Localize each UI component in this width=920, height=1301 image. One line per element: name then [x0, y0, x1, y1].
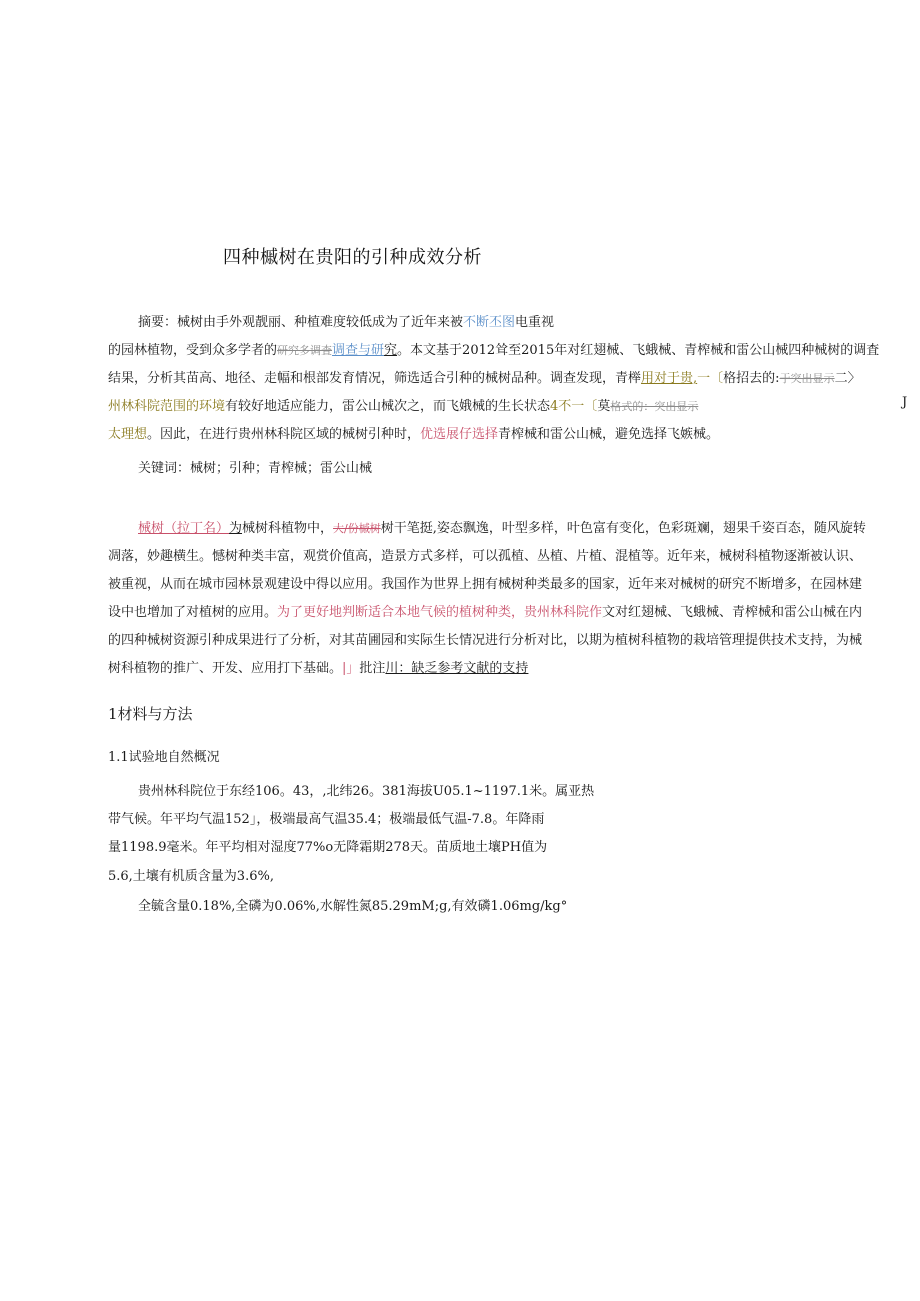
- comment-marker: 一〔: [697, 371, 724, 386]
- tracked-insertion: 为了更好地判断适合本地气候的植树种类，贵州林科院作: [277, 605, 603, 620]
- site-line-4: 5.6,土壤有机质含量为3.6%,: [108, 869, 274, 884]
- tracked-insertion: 用对于贵,: [641, 371, 698, 386]
- comment-text[interactable]: 川：缺乏参考文献的支持: [385, 661, 529, 676]
- abstract-text: 结果，分析其苗高、地径、走幅和根部发育情况，筛选适合引种的械树品种。调查发现，青榉: [108, 371, 642, 386]
- intro-line-3: 被重视，从而在城市园林景观建设中得以应用。我国作为世界上拥有械树种类最多的国家，近年来对械树的研究不断增多，在园林建: [108, 577, 863, 592]
- intro-text: 文对红翅械、飞蛾械、青榨械和雷公山械在内: [602, 605, 863, 620]
- intro-line-1: [138, 517, 866, 536]
- tracked-insertion: 不断丕图: [463, 315, 516, 330]
- format-note: 莫: [597, 399, 611, 414]
- abstract-text: 电重视: [515, 315, 555, 330]
- abstract-text: 。因此，在进行贵州林科院区域的械树引种时，: [147, 427, 421, 442]
- abstract-text: 究: [384, 343, 398, 358]
- tracked-insertion: 优选展仔选择: [420, 427, 499, 442]
- section-heading-1-1: 1.1试验地自然概况: [108, 750, 220, 765]
- comment-label: 批注: [359, 661, 386, 676]
- intro-line-4: [108, 601, 862, 620]
- tracked-insertion: 州林科院范围的环境: [108, 399, 226, 414]
- format-note: J: [902, 395, 908, 410]
- site-line-3: 量1198.9毫米。年平均相对湿度77%o无降霜期278天。苗质地土壤PH值为: [108, 840, 548, 855]
- tracked-insertion: 调查与研: [332, 343, 385, 358]
- abstract-line-1: [138, 311, 554, 330]
- abstract-text: 。本文基于2012耸至2015年对红翅械、飞蛾械、青榨械和雷公山械四种械树的调査: [397, 343, 880, 358]
- page-title: 四种槭树在贵阳的引种成效分析: [223, 247, 482, 268]
- abstract-line-4-end: [902, 395, 907, 410]
- intro-line-5: 的四种械树资源引种成果进行了分析，对其苗圃园和实际生长情况进行分析对比，以期为植树科植物的栽培管理提供技术支持，为械: [108, 633, 863, 648]
- abstract-line-4: [108, 395, 698, 414]
- comment-marker: 4不一〔: [550, 399, 598, 414]
- abstract-text: 青榨械和雷公山械，避免选择飞嫉械。: [498, 427, 720, 442]
- intro-line-2: 凋落，妙趣横生。憾树种类丰富，观赏价值高，造景方式多样，可以孤植、丛植、片植、混植等。近年来，械树科植物逐渐被认识、: [108, 549, 863, 564]
- tracked-deletion: 研究多调査: [277, 344, 333, 357]
- tracked-deletion: 格式的：突出显示: [610, 400, 699, 413]
- section-heading-1: 1材料与方法: [108, 705, 193, 723]
- site-line-2: 带气候。年平均气温152」，极端最高气温35.4；极端最低气温-7.8。年降雨: [108, 812, 545, 827]
- intro-text: 设中也增加了对植树的应用。: [108, 605, 278, 620]
- intro-text: 为: [229, 521, 243, 536]
- abstract-line-2: [108, 339, 879, 358]
- abstract-text: 有较好地适应能力，雷公山械次之，而飞娥械的生长状态: [225, 399, 551, 414]
- abstract-text: 摘要：械树由手外观靓丽、种植难度较低成为了近年来被: [138, 315, 464, 330]
- site-line-5: 全毓含量0.18%,全磷为0.06%,水解性氮85.29mM;g,有效磷1.06mg/kg°: [138, 899, 568, 914]
- intro-text: 树干笔挺,姿态飘逸，叶型多样，叶色富有变化，色彩斑斓，翅果千姿百态，随风旋转: [380, 521, 866, 536]
- site-line-1: 贵州林科院位于东经106。43，,北纬26。381海拔U05.1~1197.1米。属亚热: [138, 784, 595, 799]
- tracked-insertion: 太理想: [108, 427, 148, 442]
- keywords: 关键词：械树；引种；青榨械；雷公山械: [138, 461, 373, 476]
- format-note: 二〉: [834, 371, 861, 386]
- tracked-deletion: 大/份槭树: [333, 522, 381, 535]
- tracked-insertion: 械树（拉丁名）: [138, 521, 230, 536]
- abstract-line-3: [108, 367, 861, 386]
- comment-bracket: |」: [342, 661, 360, 676]
- intro-text: 树科植物的推广、开发、应用打下基础。: [108, 661, 343, 676]
- format-note: 格招去的:: [723, 371, 780, 386]
- abstract-text: 的园林植物，受到众多学者的: [108, 343, 278, 358]
- abstract-line-5: [108, 423, 719, 442]
- tracked-deletion: 于突出显示: [779, 372, 835, 385]
- intro-text: 械树科植物中，: [242, 521, 334, 536]
- intro-line-6: [108, 657, 528, 676]
